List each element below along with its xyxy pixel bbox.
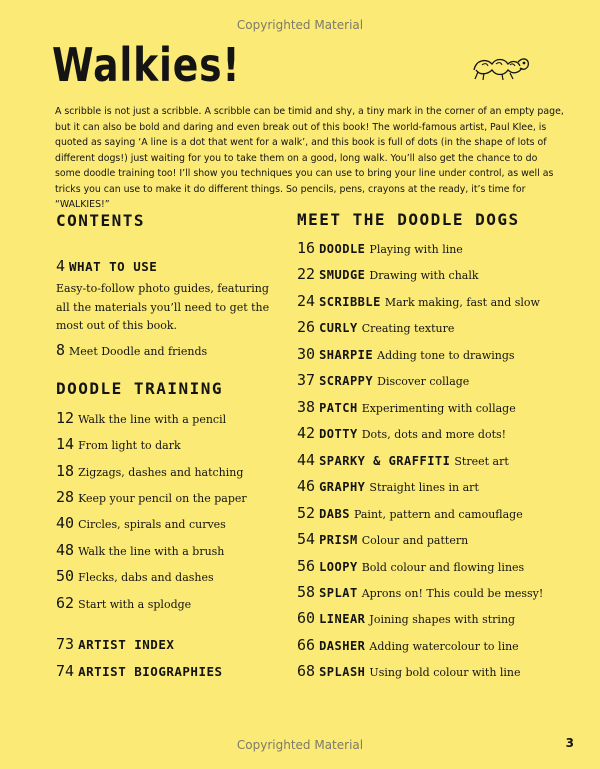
toc-dog-item[interactable] — [297, 423, 506, 442]
dog-name: SPLAT — [319, 586, 358, 600]
page-number: 66 — [297, 636, 316, 654]
page-number: 18 — [56, 462, 75, 480]
dog-name: CURLY — [319, 321, 358, 335]
dog-name: LOOPY — [319, 560, 358, 574]
toc-what-to-use[interactable] — [56, 256, 157, 275]
dog-name: SPARKY & GRAFFITI — [319, 454, 451, 468]
toc-item[interactable] — [56, 434, 181, 453]
toc-item[interactable] — [56, 461, 243, 480]
dog-description: Aprons on! This could be messy! — [361, 587, 544, 600]
dog-description: Street art — [454, 455, 509, 468]
toc-item[interactable] — [56, 593, 191, 612]
toc-dog-item[interactable] — [297, 556, 524, 575]
page-number: 60 — [297, 609, 316, 627]
dog-description: Bold colour and flowing lines — [361, 561, 525, 574]
page-number: 30 — [297, 345, 316, 363]
page-number: 73 — [56, 635, 75, 653]
toc-item[interactable] — [56, 513, 226, 532]
page-number: 14 — [56, 435, 75, 453]
page-number: 26 — [297, 318, 316, 336]
dog-description: Joining shapes with string — [369, 613, 516, 626]
page-title: Walkies! — [52, 38, 241, 92]
toc-item[interactable] — [56, 566, 214, 585]
dog-description: Drawing with chalk — [369, 269, 479, 282]
folio-page-number: 3 — [565, 736, 574, 750]
dog-name: SCRIBBLE — [319, 295, 381, 309]
dog-name: PATCH — [319, 401, 358, 415]
page-number: 4 — [56, 257, 66, 275]
page-number: 12 — [56, 409, 75, 427]
dog-description: Experimenting with collage — [361, 402, 516, 415]
dog-description: Creating texture — [361, 322, 455, 335]
dog-name: LINEAR — [319, 612, 366, 626]
page-number: 8 — [56, 341, 66, 359]
toc-dog-item[interactable] — [297, 264, 479, 283]
page-number: 42 — [297, 424, 316, 442]
entry-title: WHAT TO USE — [69, 259, 158, 274]
toc-dog-item[interactable] — [297, 608, 515, 627]
page-number: 56 — [297, 557, 316, 575]
dog-description: Straight lines in art — [369, 481, 479, 494]
dog-name: DABS — [319, 507, 350, 521]
page-number: 52 — [297, 504, 316, 522]
intro-paragraph: A scribble is not just a scribble. A scribble can be timid and shy, a tiny mark in the corner of an empty page, but it can also be bold and daring and even break out of this book! The world-famous artist, Paul Klee, is quoted as saying ‘A line is a dot that went for a walk’, and this book is full of dots (in the shape of lots of different dogs!) just waiting for you to take them on a good, long walk. You’ll also get the chance to do some doodle training too! I’ll show you techniques you can use to bring your line under control, as well as tricks you can use to make it do different things. So pencils, pens, crayons at the ready, it’s time for “WALKIES!” — [55, 106, 564, 210]
entry-title: ARTIST INDEX — [78, 637, 175, 652]
contents-heading: CONTENTS — [56, 211, 146, 230]
entry-title: From light to dark — [78, 439, 181, 452]
what-to-use-blurb: Easy-to-follow photo guides, featuring all the materials you’ll need to get the most out of this book. — [56, 282, 270, 332]
page-number: 62 — [56, 594, 75, 612]
page-number: 46 — [297, 477, 316, 495]
dog-name: DASHER — [319, 639, 366, 653]
page-number: 37 — [297, 371, 316, 389]
entry-title: ARTIST BIOGRAPHIES — [78, 664, 223, 679]
toc-dog-item[interactable] — [297, 635, 519, 654]
page-number: 28 — [56, 488, 75, 506]
toc-item[interactable] — [56, 540, 224, 559]
toc-dog-item[interactable] — [297, 344, 515, 363]
dog-doodle-icon — [470, 52, 532, 82]
toc-meet-doodle[interactable] — [56, 340, 207, 359]
page-number: 38 — [297, 398, 316, 416]
toc-dog-item[interactable] — [297, 370, 469, 389]
entry-title: Start with a splodge — [78, 598, 192, 611]
entry-title: Keep your pencil on the paper — [78, 492, 247, 505]
dog-name: GRAPHY — [319, 480, 366, 494]
doodle-dogs-heading: MEET THE DOODLE DOGS — [297, 210, 520, 229]
toc-dog-item[interactable] — [297, 291, 540, 310]
page-number: 22 — [297, 265, 316, 283]
dog-name: SMUDGE — [319, 268, 366, 282]
dog-description: Colour and pattern — [361, 534, 469, 547]
dog-name: DOODLE — [319, 242, 366, 256]
page-number: 16 — [297, 239, 316, 257]
dog-name: DOTTY — [319, 427, 358, 441]
dog-name: SCRAPPY — [319, 374, 374, 388]
dog-description: Using bold colour with line — [369, 666, 521, 679]
copyright-watermark-top: Copyrighted Material — [236, 18, 364, 32]
dog-description: Playing with line — [369, 243, 463, 256]
toc-dog-item[interactable] — [297, 397, 516, 416]
dog-description: Adding tone to drawings — [377, 349, 515, 362]
page-number: 68 — [297, 662, 316, 680]
copyright-watermark-bottom: Copyrighted Material — [236, 738, 364, 752]
page-number: 54 — [297, 530, 316, 548]
toc-dog-item[interactable] — [297, 238, 463, 257]
page-number: 58 — [297, 583, 316, 601]
entry-title: Walk the line with a pencil — [78, 413, 227, 426]
dog-name: SPLASH — [319, 665, 366, 679]
page-number: 48 — [56, 541, 75, 559]
entry-title: Meet Doodle and friends — [69, 345, 208, 358]
toc-item[interactable] — [56, 408, 226, 427]
toc-artist-biographies[interactable] — [56, 661, 223, 680]
page-number: 40 — [56, 514, 75, 532]
page-number: 50 — [56, 567, 75, 585]
page-number: 74 — [56, 662, 75, 680]
dog-description: Discover collage — [377, 375, 470, 388]
entry-title: Walk the line with a brush — [78, 545, 225, 558]
toc-dog-item[interactable] — [297, 529, 468, 548]
toc-artist-index[interactable] — [56, 634, 174, 653]
toc-item[interactable] — [56, 487, 247, 506]
toc-dog-item[interactable] — [297, 317, 454, 336]
toc-dog-item[interactable] — [297, 450, 509, 469]
toc-dog-item[interactable] — [297, 661, 521, 680]
doodle-training-heading: DOODLE TRAINING — [56, 379, 223, 398]
toc-dog-item[interactable] — [297, 582, 543, 601]
entry-title: Flecks, dabs and dashes — [78, 571, 214, 584]
dog-description: Dots, dots and more dots! — [361, 428, 507, 441]
dog-description: Paint, pattern and camouflage — [353, 508, 523, 521]
dog-description: Adding watercolour to line — [369, 640, 519, 653]
toc-dog-item[interactable] — [297, 503, 523, 522]
entry-title: Zigzags, dashes and hatching — [78, 466, 244, 479]
page-number: 44 — [297, 451, 316, 469]
dog-name: PRISM — [319, 533, 358, 547]
dog-name: SHARPIE — [319, 348, 374, 362]
page-number: 24 — [297, 292, 316, 310]
entry-title: Circles, spirals and curves — [78, 518, 226, 531]
toc-dog-item[interactable] — [297, 476, 479, 495]
dog-description: Mark making, fast and slow — [384, 296, 540, 309]
